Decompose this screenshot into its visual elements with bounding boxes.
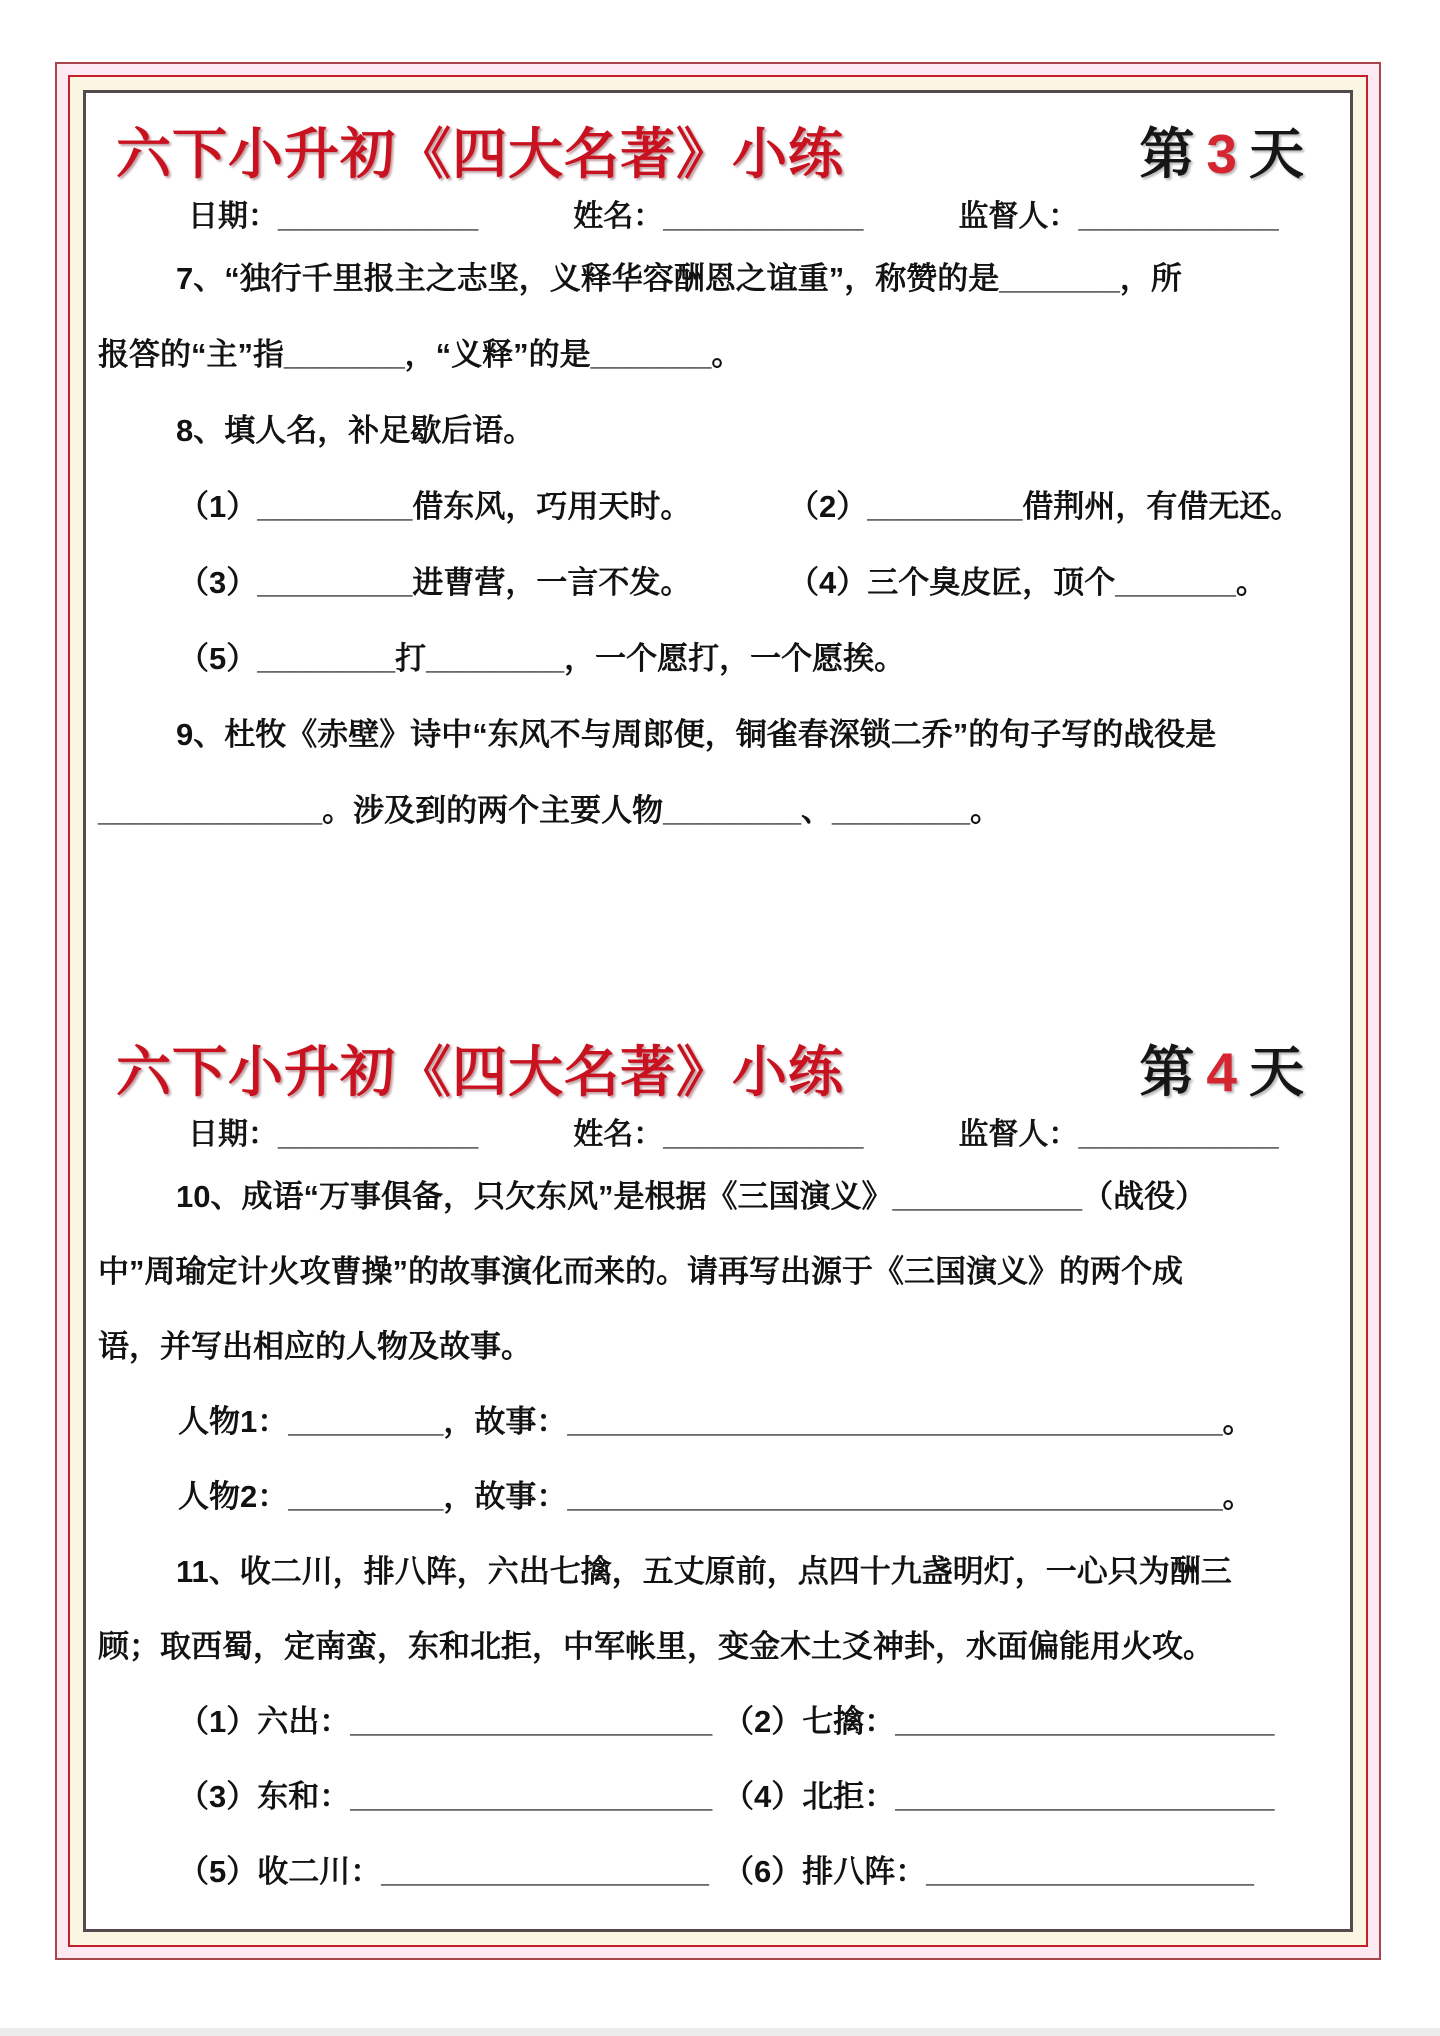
day4-section [98, 1035, 1338, 1909]
question-11-item-6: （6）排八阵：___________________ [723, 1854, 1254, 1889]
meta-supervisor-label: 监督人： [958, 200, 1079, 233]
page-frame-inner [83, 90, 1353, 1932]
meta-date-label: 日期： [188, 200, 278, 233]
question-11-item-3: （3）东和：_____________________ [178, 1779, 713, 1814]
question-8-item-1: （1）_________借东风，巧用天时。 [178, 489, 692, 524]
day3-day-prefix: 第 [1139, 122, 1195, 185]
question-7-line-2: 报答的“主”指_______，“义释”的是_______。 [98, 337, 743, 372]
meta-date-blank: ____________ [278, 201, 479, 234]
question-10-line-3: 语，并写出相应的人物及故事。 [98, 1329, 532, 1364]
meta-supervisor-blank: ____________ [1078, 1119, 1279, 1152]
question-8-item-2: （2）_________借荆州，有借无还。 [788, 489, 1302, 524]
question-8-items-row-2 [98, 545, 1338, 621]
day4-body [98, 1159, 1338, 1909]
question-10-person-1 [98, 1384, 1338, 1459]
question-11-items-row-3 [98, 1834, 1338, 1909]
person-2-line: 人物2：_________，故事：______________________________________。 [178, 1479, 1254, 1514]
meta-date [188, 1109, 478, 1153]
day4-meta-row [188, 1117, 1338, 1153]
day4-title: 六下小升初《四大名著》小练 [116, 1040, 845, 1103]
day4-header [98, 1035, 1338, 1103]
day4-day-label [1139, 1028, 1304, 1107]
meta-date-blank: ____________ [278, 1119, 479, 1152]
day3-day-label [1139, 110, 1304, 189]
question-8-items-row-1 [98, 469, 1338, 545]
question-8-item-3: （3）_________进曹营，一言不发。 [178, 565, 692, 600]
meta-date-label: 日期： [188, 1118, 278, 1151]
day3-header [98, 117, 1338, 185]
worksheet-content [86, 93, 1350, 1929]
question-8-stem: 8、填人名，补足歇后语。 [176, 413, 535, 448]
question-8-item-5: （5）________打________，一个愿打，一个愿挨。 [178, 641, 906, 676]
question-11-item-1: （1）六出：_____________________ [178, 1704, 713, 1739]
question-11-line-1: 11、收二川，排八阵，六出七擒，五丈原前，点四十九盏明灯，一心只为酬三 [176, 1554, 1232, 1589]
meta-name-blank: ____________ [663, 201, 864, 234]
meta-supervisor-blank: ____________ [1078, 201, 1279, 234]
question-11-item-5: （5）收二川：___________________ [178, 1854, 709, 1889]
question-7-line-1: 7、“独行千里报主之志坚，义释华容酬恩之谊重”，称赞的是_______，所 [176, 261, 1182, 296]
person-1-line: 人物1：_________，故事：______________________________________。 [178, 1404, 1254, 1439]
question-10-line-1: 10、成语“万事俱备，只欠东风”是根据《三国演义》___________（战役） [176, 1179, 1207, 1214]
day4-day-suffix: 天 [1248, 1040, 1304, 1103]
scan-edge-artifact [0, 2028, 1440, 2036]
day3-title: 六下小升初《四大名著》小练 [116, 122, 845, 185]
question-10-line-2: 中”周瑜定计火攻曹操”的故事演化而来的。请再写出源于《三国演义》的两个成 [98, 1254, 1183, 1289]
meta-name-blank: ____________ [663, 1119, 864, 1152]
meta-name-label: 姓名： [573, 1118, 664, 1151]
page-frame-mid [68, 75, 1368, 1947]
question-9-line-1: 9、杜牧《赤壁》诗中“东风不与周郎便，铜雀春深锁二乔”的句子写的战役是 [176, 717, 1217, 752]
question-8-items-row-3 [98, 621, 1338, 697]
page-frame-outer [55, 62, 1381, 1960]
question-8-item-4: （4）三个臭皮匠，顶个_______。 [788, 565, 1267, 600]
meta-name [573, 1109, 863, 1153]
day3-section [98, 117, 1338, 849]
question-9-line-2: _____________。涉及到的两个主要人物________、________。 [98, 793, 1001, 828]
day3-day-number: 3 [1206, 122, 1237, 185]
question-11-line-2: 顾；取西蜀，定南蛮，东和北拒，中军帐里，变金木土爻神卦，水面偏能用火攻。 [98, 1629, 1214, 1664]
question-11-item-4: （4）北拒：______________________ [723, 1779, 1275, 1814]
day4-day-number: 4 [1206, 1040, 1237, 1103]
question-11-item-2: （2）七擒：______________________ [723, 1704, 1275, 1739]
question-11-items-row-1 [98, 1684, 1338, 1759]
meta-name [573, 191, 863, 235]
day3-day-suffix: 天 [1248, 122, 1304, 185]
question-11-items-row-2 [98, 1759, 1338, 1834]
question-10-person-2 [98, 1459, 1338, 1534]
day3-body [98, 241, 1338, 849]
meta-supervisor [958, 191, 1278, 235]
meta-supervisor-label: 监督人： [958, 1118, 1079, 1151]
meta-name-label: 姓名： [573, 200, 664, 233]
day3-meta-row [188, 199, 1338, 235]
day4-day-prefix: 第 [1139, 1040, 1195, 1103]
meta-supervisor [958, 1109, 1278, 1153]
meta-date [188, 191, 478, 235]
